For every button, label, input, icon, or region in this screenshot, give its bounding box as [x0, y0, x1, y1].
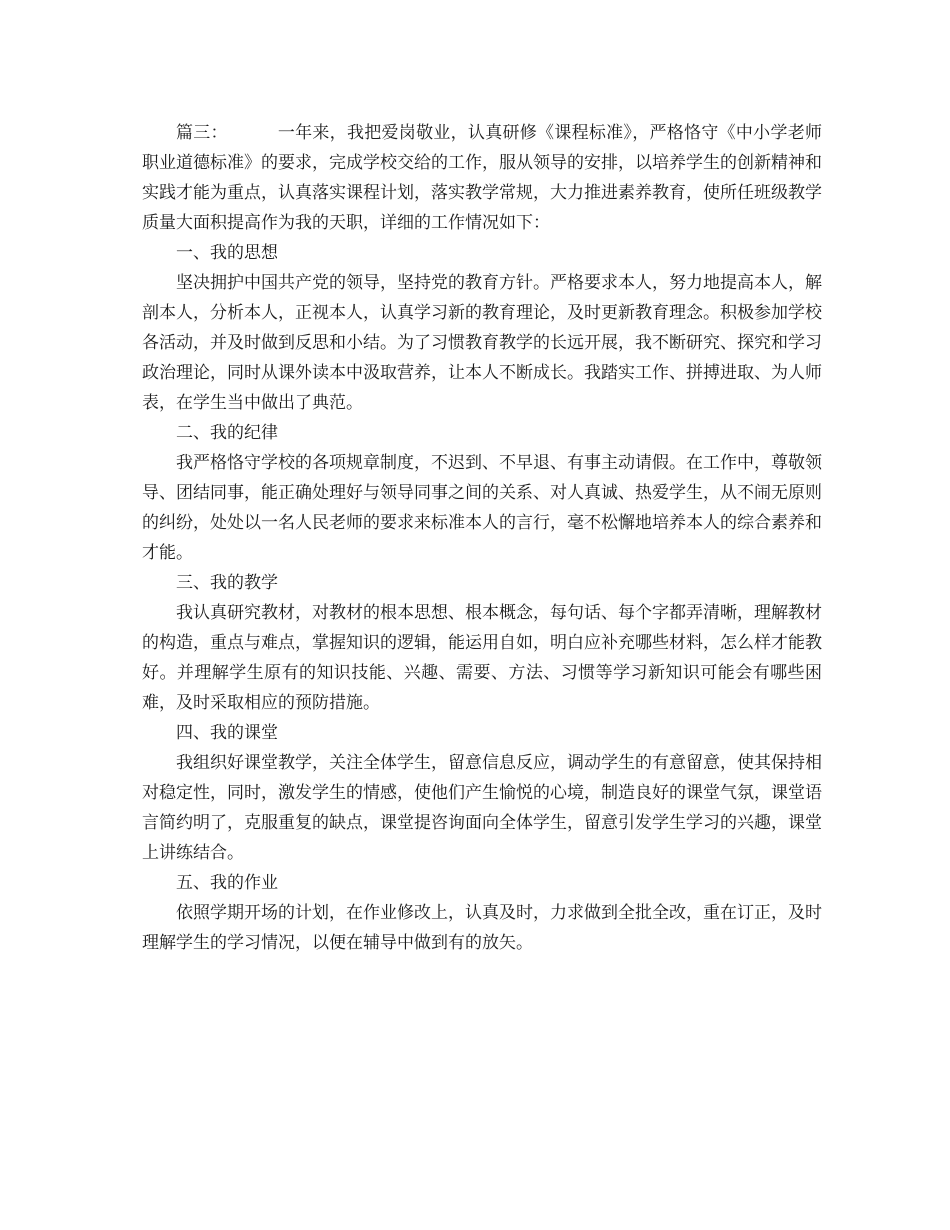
document-page	[142, 118, 822, 958]
section-heading-classroom: 四、我的课堂	[176, 723, 278, 743]
section-body-thought: 坚决拥护中国共产党的领导，坚持党的教育方针。严格要求本人，努力地提高本人，解剖本人，分析本人，正视本人，认真学习新的教育理论，及时更新教育理念。积极参加学校各活动，并及时做到反思和小结。为了习惯教育教学的长远开展，我不断研究、探究和学习政治理论，同时从课外读本中汲取营养，让本人不断成长。我踏实工作、拼搏进取、为人师表，在学生当中做出了典范。	[142, 273, 822, 413]
section-heading-thought: 一、我的思想	[176, 243, 278, 263]
intro-paragraph	[142, 118, 822, 238]
section-body-discipline: 我严格恪守学校的各项规章制度，不迟到、不早退、有事主动请假。在工作中，尊敬领导、团结同事，能正确处理好与领导同事之间的关系、对人真诚、热爱学生，从不闹无原则的纠纷，处处以一名人民老师的要求来标准本人的言行，毫不松懈地培养本人的综合素养和才能。	[142, 453, 822, 563]
section-body-teaching: 我认真研究教材，对教材的根本思想、根本概念，每句话、每个字都弄清晰，理解教材的构造，重点与难点，掌握知识的逻辑，能运用自如，明白应补充哪些材料，怎么样才能教好。并理解学生原有的知识技能、兴趣、需要、方法、习惯等学习新知识可能会有哪些困难，及时采取相应的预防措施。	[142, 603, 822, 713]
section-body-classroom: 我组织好课堂教学，关注全体学生，留意信息反应，调动学生的有意留意，使其保持相对稳定性，同时，激发学生的情感，使他们产生愉悦的心境，制造良好的课堂气氛，课堂语言简约明了，克服重复的缺点，课堂提咨询面向全体学生，留意引发学生学习的兴趣，课堂上讲练结合。	[142, 753, 822, 863]
section-heading-homework: 五、我的作业	[176, 873, 278, 893]
section-body-homework: 依照学期开场的计划，在作业修改上，认真及时，力求做到全批全改，重在订正，及时理解学生的学习情况，以便在辅导中做到有的放矢。	[142, 903, 822, 953]
intro-label: 篇三：	[176, 123, 228, 143]
section-heading-teaching: 三、我的教学	[176, 573, 278, 593]
section-heading-discipline: 二、我的纪律	[176, 423, 278, 443]
intro-text: 一年来，我把爱岗敬业，认真研修《课程标准》，严格恪守《中小学老师职业道德标准》的要求，完成学校交给的工作，服从领导的安排，以培养学生的创新精神和实践才能为重点，认真落实课程计划，落实教学常规，大力推进素养教育，使所任班级教学质量大面积提高作为我的天职，详细的工作情况如下：	[142, 123, 823, 233]
